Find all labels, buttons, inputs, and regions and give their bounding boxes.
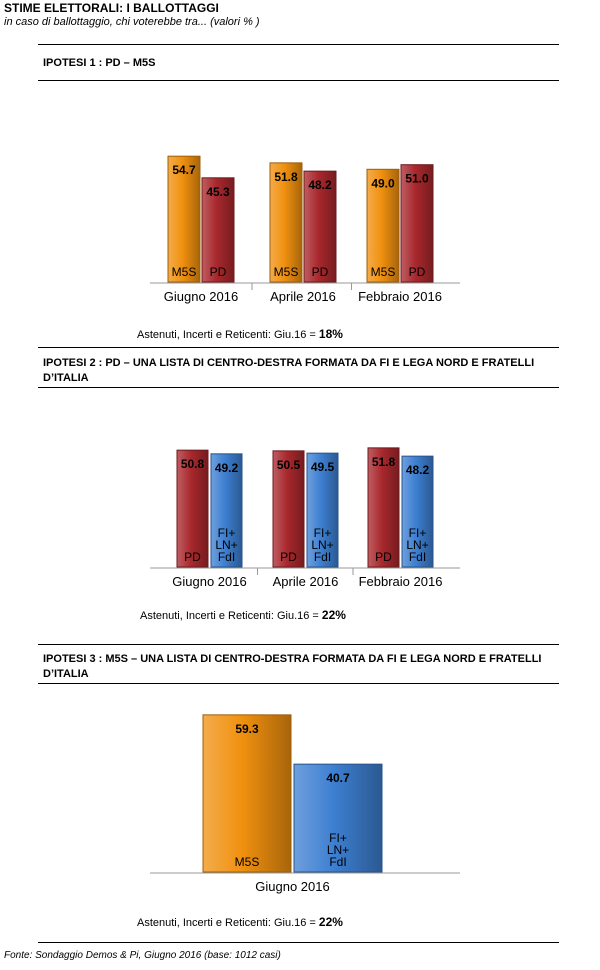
source-note: Fonte: Sondaggio Demos & Pi, Giugno 2016 (base: 1012 casi) [4, 950, 281, 961]
category-label: Giugno 2016 [163, 289, 239, 304]
chart-hypothesis-2 [0, 395, 600, 605]
data-label: 51.8 [274, 169, 298, 184]
series-label: LN+ [215, 538, 238, 552]
category-label: Aprile 2016 [270, 289, 336, 304]
series-label: PD [375, 550, 392, 564]
category-label: Giugno 2016 [255, 879, 330, 894]
series-label: PD [408, 265, 426, 279]
series-label: PD [184, 550, 201, 564]
divider [38, 942, 559, 943]
data-label: 45.3 [206, 184, 230, 199]
series-label: FdI [313, 550, 332, 564]
hypothesis-1-note [137, 327, 343, 341]
divider [38, 44, 559, 45]
note-text: Astenuti, Incerti e Reticenti: Giu.16 = [137, 917, 319, 929]
hypothesis-1-title: IPOTESI 1 : PD – M5S [43, 57, 156, 69]
page-subtitle: in caso di ballottaggio, chi voterebbe tra... (valori % ) [4, 16, 260, 28]
series-label: FdI [408, 550, 427, 564]
series-label: M5S [171, 265, 197, 279]
series-label: FI+ [408, 526, 427, 540]
hypothesis-3-note [137, 915, 343, 929]
series-label: LN+ [326, 843, 350, 857]
series-label: M5S [370, 265, 396, 279]
divider [38, 347, 559, 348]
note-value: 22% [321, 608, 346, 622]
chart-hypothesis-1 [0, 90, 600, 320]
note-value: 18% [318, 327, 343, 341]
series-label: FdI [329, 855, 347, 869]
data-label: 49.2 [214, 460, 239, 475]
series-label: M5S [234, 855, 260, 869]
chart-hypothesis-3 [0, 690, 600, 905]
data-label: 59.3 [235, 721, 259, 736]
category-label: Giugno 2016 [172, 574, 247, 589]
category-label: Febbraio 2016 [358, 289, 442, 304]
note-text: Astenuti, Incerti e Reticenti: Giu.16 = [137, 329, 319, 341]
note-value: 22% [318, 915, 343, 929]
note-text: Astenuti, Incerti e Reticenti: Giu.16 = [140, 610, 322, 622]
page-title: STIME ELETTORALI: I BALLOTTAGGI [4, 1, 219, 15]
data-label: 51.8 [371, 454, 396, 469]
category-label: Aprile 2016 [272, 574, 339, 589]
series-label: FI+ [329, 831, 347, 845]
data-label: 54.7 [172, 163, 196, 178]
bar-m5s [203, 715, 291, 872]
series-label: FI+ [313, 526, 332, 540]
series-label: PD [311, 265, 329, 279]
series-label: LN+ [311, 538, 334, 552]
data-label: 50.8 [180, 457, 205, 472]
data-label: 49.0 [371, 176, 395, 191]
data-label: 51.0 [405, 171, 429, 186]
divider [38, 644, 559, 645]
series-label: PD [280, 550, 297, 564]
hypothesis-3-title: IPOTESI 3 : M5S – UNA LISTA DI CENTRO-DESTRA FORMATA DA FI E LEGA NORD E FRATELLI D’ITALIA [43, 653, 542, 680]
series-label: FdI [217, 550, 236, 564]
data-label: 40.7 [326, 771, 350, 786]
divider [38, 80, 559, 81]
series-label: LN+ [406, 538, 429, 552]
series-label: PD [209, 265, 227, 279]
series-label: M5S [273, 265, 299, 279]
divider [38, 683, 559, 684]
data-label: 48.2 [405, 463, 430, 478]
data-label: 48.2 [308, 178, 332, 193]
category-label: Febbraio 2016 [358, 574, 443, 589]
hypothesis-2-title: IPOTESI 2 : PD – UNA LISTA DI CENTRO-DESTRA FORMATA DA FI E LEGA NORD E FRATELLI D’ITALIA [43, 357, 535, 384]
hypothesis-2-note [140, 608, 346, 622]
series-label: FI+ [217, 526, 236, 540]
data-label: 50.5 [276, 457, 301, 472]
data-label: 49.5 [310, 460, 335, 475]
divider [38, 387, 559, 388]
